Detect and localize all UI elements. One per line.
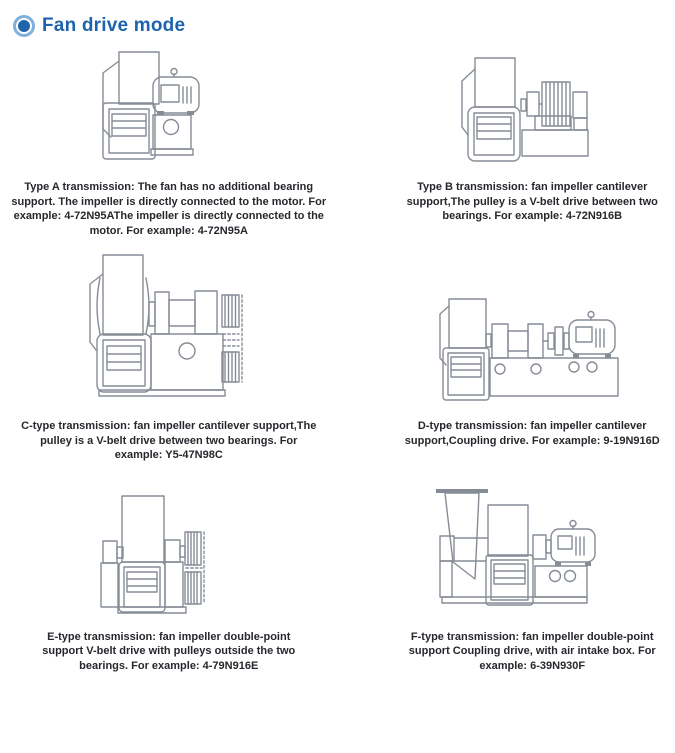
type-a-diagram [79,45,259,173]
type-b-caption: Type B transmission: fan impeller cantilever support,The pulley is a V-belt drive between two bearings. For example: 4-72N916B [406,181,658,223]
type-e-diagram [76,475,261,623]
type-f-diagram [422,475,642,623]
radio-bullet-icon [13,15,35,37]
transmission-card-type-d [338,250,675,463]
cantilever-vbelt-pulley-fan-illustration [440,51,625,173]
type-d-diagram [427,250,637,412]
type-c-caption: C-type transmission: fan impeller cantilever support,The pulley is a V-belt drive between two bearings. For example: Y5-47N98C [21,420,317,462]
radio-bullet-core [18,20,30,32]
type-e-caption: E-type transmission: fan impeller double-point support V-belt drive with pulleys outside the two bearings. For example: 4-79N916E [42,630,296,672]
transmission-grid [0,45,675,673]
transmission-card-type-b [338,45,675,238]
transmission-card-type-c [0,250,338,463]
cantilever-coupling-drive-fan-motor-illustration [427,262,637,412]
type-d-caption: D-type transmission: fan impeller cantilever support,Coupling drive. For example: 9-19N916D [404,420,660,447]
double-support-coupling-intake-box-fan-motor-illustration [422,478,642,623]
transmission-card-type-e [0,475,338,674]
transmission-card-type-f [338,475,675,674]
transmission-card-type-a [0,45,338,238]
type-a-caption: Type A transmission: The fan has no additional bearing support. The impeller is directly connected to the motor. For example: 4-72N95AThe impeller is directly connected to the motor. For example: 4-72N95A [11,181,327,237]
cantilever-vbelt-two-bearing-fan-illustration [69,250,269,412]
section-header [0,0,675,37]
type-c-diagram [69,250,269,412]
page-title: Fan drive mode [42,15,186,36]
type-b-diagram [440,45,625,173]
type-f-caption: F-type transmission: fan impeller double-point support Coupling drive, with air intake box. For example: 6-39N930F [408,630,656,672]
double-support-outside-pulleys-vbelt-fan-illustration [76,488,261,623]
direct-drive-fan-motor-illustration [79,45,259,173]
